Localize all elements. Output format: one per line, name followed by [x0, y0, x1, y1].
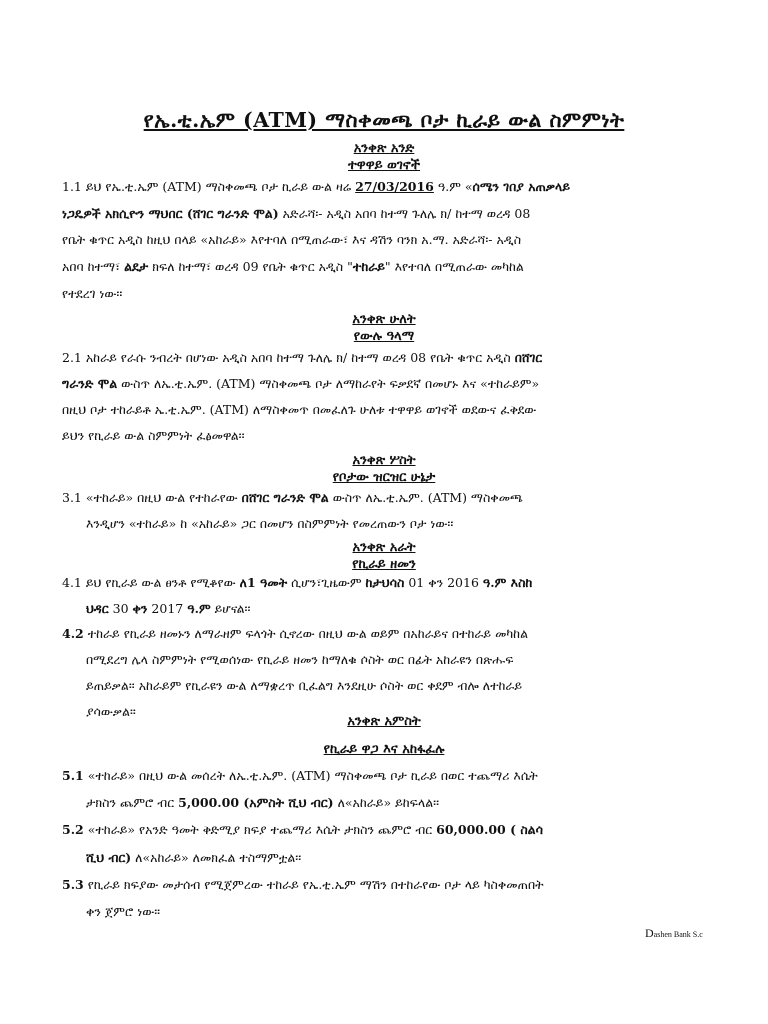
paragraph-2-1-line-3: በዚህ ቦታ ተከራይቶ ኤ.ቲ.ኤም. (ATM) ለማስቀመጥ በመፈለጉ ሁለቱ ተዋዋይ ወገኖች ወደውና ፈቅደው	[62, 402, 537, 417]
paragraph-5-1-line-1: 5.1 «ተከራይ» በዚህ ውል መሰረት ለኤ.ቲ.ኤም. (ATM) ማስቀመጫ ቦታ ኪራይ በወር ተጨማሪ እሴት	[62, 768, 538, 783]
paragraph-1-1-line-5: የተደረገ ነው፡፡	[62, 286, 123, 301]
paragraph-4-2-line-3: ይጠይቃል፡፡ አከራይም የኪራዩን ውል ለማቋረጥ ቢፈልግ እንደዚሁ ሶስት ወር ቀደም ብሎ ለተከራይ	[86, 678, 523, 693]
paragraph-1-1-line-2: ነጋዴዎች አክሲዮን ማህበር (ሸገር ግራንድ ሞል) አድራሻ፡- አዲስ አበባ ከተማ ጉለሌ ክ/ ከተማ ወረዳ 08	[62, 206, 531, 221]
monthly-rent-amount: 5,000.00 (አምስት ሺህ ብር)	[178, 795, 334, 810]
paragraph-4-2-line-2: በሚደረግ ሌላ ስምምነት የሚወሰነው የኪራይ ዘመን ከማለቁ ሶስት ወር በፊት አከራዩን በጽሑፍ	[86, 652, 514, 667]
document-title: የኤ.ቲ.ኤም (ATM) ማስቀመጫ ቦታ ኪራይ ውል ስምምነት	[143, 108, 625, 132]
paragraph-2-1-line-1: 2.1 አከራይ የራሱ ንብረት በሆነው አዲስ አበባ ከተማ ጉለሌ ክ/ ከተማ ወረዳ 08 የቤት ቁጥር አዲስ በሸገር	[62, 350, 543, 365]
article-2-heading: አንቀጽ ሁለት	[352, 312, 416, 327]
paragraph-5-3-line-2: ቀን ጀምሮ ነው፡፡	[86, 904, 161, 919]
paragraph-5-1-line-2: ታክስን ጨምሮ ብር 5,000.00 (አምስት ሺህ ብር) ለ«አከራይ» ይከፍላል፡፡	[86, 795, 440, 810]
contract-date: 27/03/2016	[355, 179, 434, 194]
paragraph-1-1-line-1: 1.1 ይህ የኤ.ቲ.ኤም (ATM) ማስቀመጫ ቦታ ኪራይ ውል ዛሬ 27/03/2016 ዓ.ም «ሰሜን ገበያ አጠቃላይ	[62, 179, 571, 194]
article-2-subheading: የውሉ ዓላማ	[353, 329, 415, 344]
article-5-heading: አንቀጽ አምስት	[347, 714, 421, 729]
article-3-subheading: የቦታው ዝርዝር ሁኔታ	[332, 470, 436, 485]
paragraph-5-3-line-1: 5.3 የኪራይ ክፍያው መታሰብ የሚጀምረው ተከራይ የኤ.ቲ.ኤም ማሽን በተከራየው ቦታ ላይ ካስቀመጠበት	[62, 877, 544, 892]
footer-bank-name: Dashen Bank S.c	[645, 926, 703, 940]
paragraph-4-2-line-4: ያሳውቃል፡፡	[86, 704, 136, 719]
paragraph-2-1-line-4: ይህን የኪራይ ውል ስምምነት ፈፅመዋል፡፡	[62, 428, 245, 443]
article-3-heading: አንቀጽ ሦስት	[352, 453, 416, 468]
paragraph-5-2-line-2: ሺህ ብር) ለ«አከራይ» ለመክፈል ተስማምቷል፡፡	[86, 850, 302, 865]
paragraph-3-1-line-1: 3.1 «ተከራይ» በዚህ ውል የተከራየው በሸገር ግራንድ ሞል ውስጥ ለኤ.ቲ.ኤም. (ATM) ማስቀመጫ	[62, 490, 523, 505]
paragraph-1-1-line-3: የቤት ቁጥር አዲስ ከዚህ በላይ «አከራይ» እየተባለ በሚጠራው፣ እና ዳሽን ባንክ አ.ማ. አድራሻ፡- አዲስ	[62, 232, 522, 247]
paragraph-1-1-line-4: አበባ ከተማ፣ ልደታ ክፍለ ከተማ፣ ወረዳ 09 የቤት ቁጥር አዲስ "ተከራይ" እየተባለ በሚጠራው መካከል	[62, 259, 524, 274]
article-4-heading: አንቀጽ አራት	[352, 540, 416, 555]
paragraph-5-2-line-1: 5.2 «ተከራይ» የአንድ ዓመት ቅድሚያ ክፍያ ተጨማሪ እሴት ታክስን ጨምሮ ብር 60,000.00 ( ስልሳ	[62, 822, 543, 837]
advance-payment-amount: 60,000.00 ( ስልሳ	[436, 822, 543, 837]
article-5-subheading: የኪራይ ዋጋ እና አከፋፈሉ	[323, 742, 445, 757]
article-1-subheading: ተዋዋይ ወገኖች	[347, 158, 421, 173]
article-4-subheading: የኪራይ ዘመን	[352, 557, 416, 572]
paragraph-3-1-line-2: እንዲሆን «ተከራይ» ከ «አከራይ» ጋር በመሆን በስምምነት የመረጠውን ቦታ ነው፡፡	[86, 516, 454, 531]
paragraph-4-1-line-1: 4.1 ይህ የኪራይ ውል ፀንቶ የሚቆየው ለ1 ዓመት ሲሆን፣ጊዜውም ከታህሳስ 01 ቀን 2016 ዓ.ም እስከ	[62, 575, 533, 590]
article-1-heading: አንቀጽ አንድ	[353, 141, 415, 156]
paragraph-2-1-line-2: ግራንድ ሞል ውስጥ ለኤ.ቲ.ኤም. (ATM) ማስቀመጫ ቦታ ለማከራየት ፍቃደኛ በመሆኑ እና «ተከራይም»	[62, 376, 540, 391]
paragraph-4-1-line-2: ህዳር 30 ቀን 2017 ዓ.ም ይሆናል፡፡	[86, 601, 251, 616]
paragraph-4-2-line-1: 4.2 ተከራይ የኪራይ ዘመኑን ለማራዘም ፍላጎት ሲኖረው በዚህ ውል ወይም በአከራይና በተከራይ መካከል	[62, 626, 529, 641]
